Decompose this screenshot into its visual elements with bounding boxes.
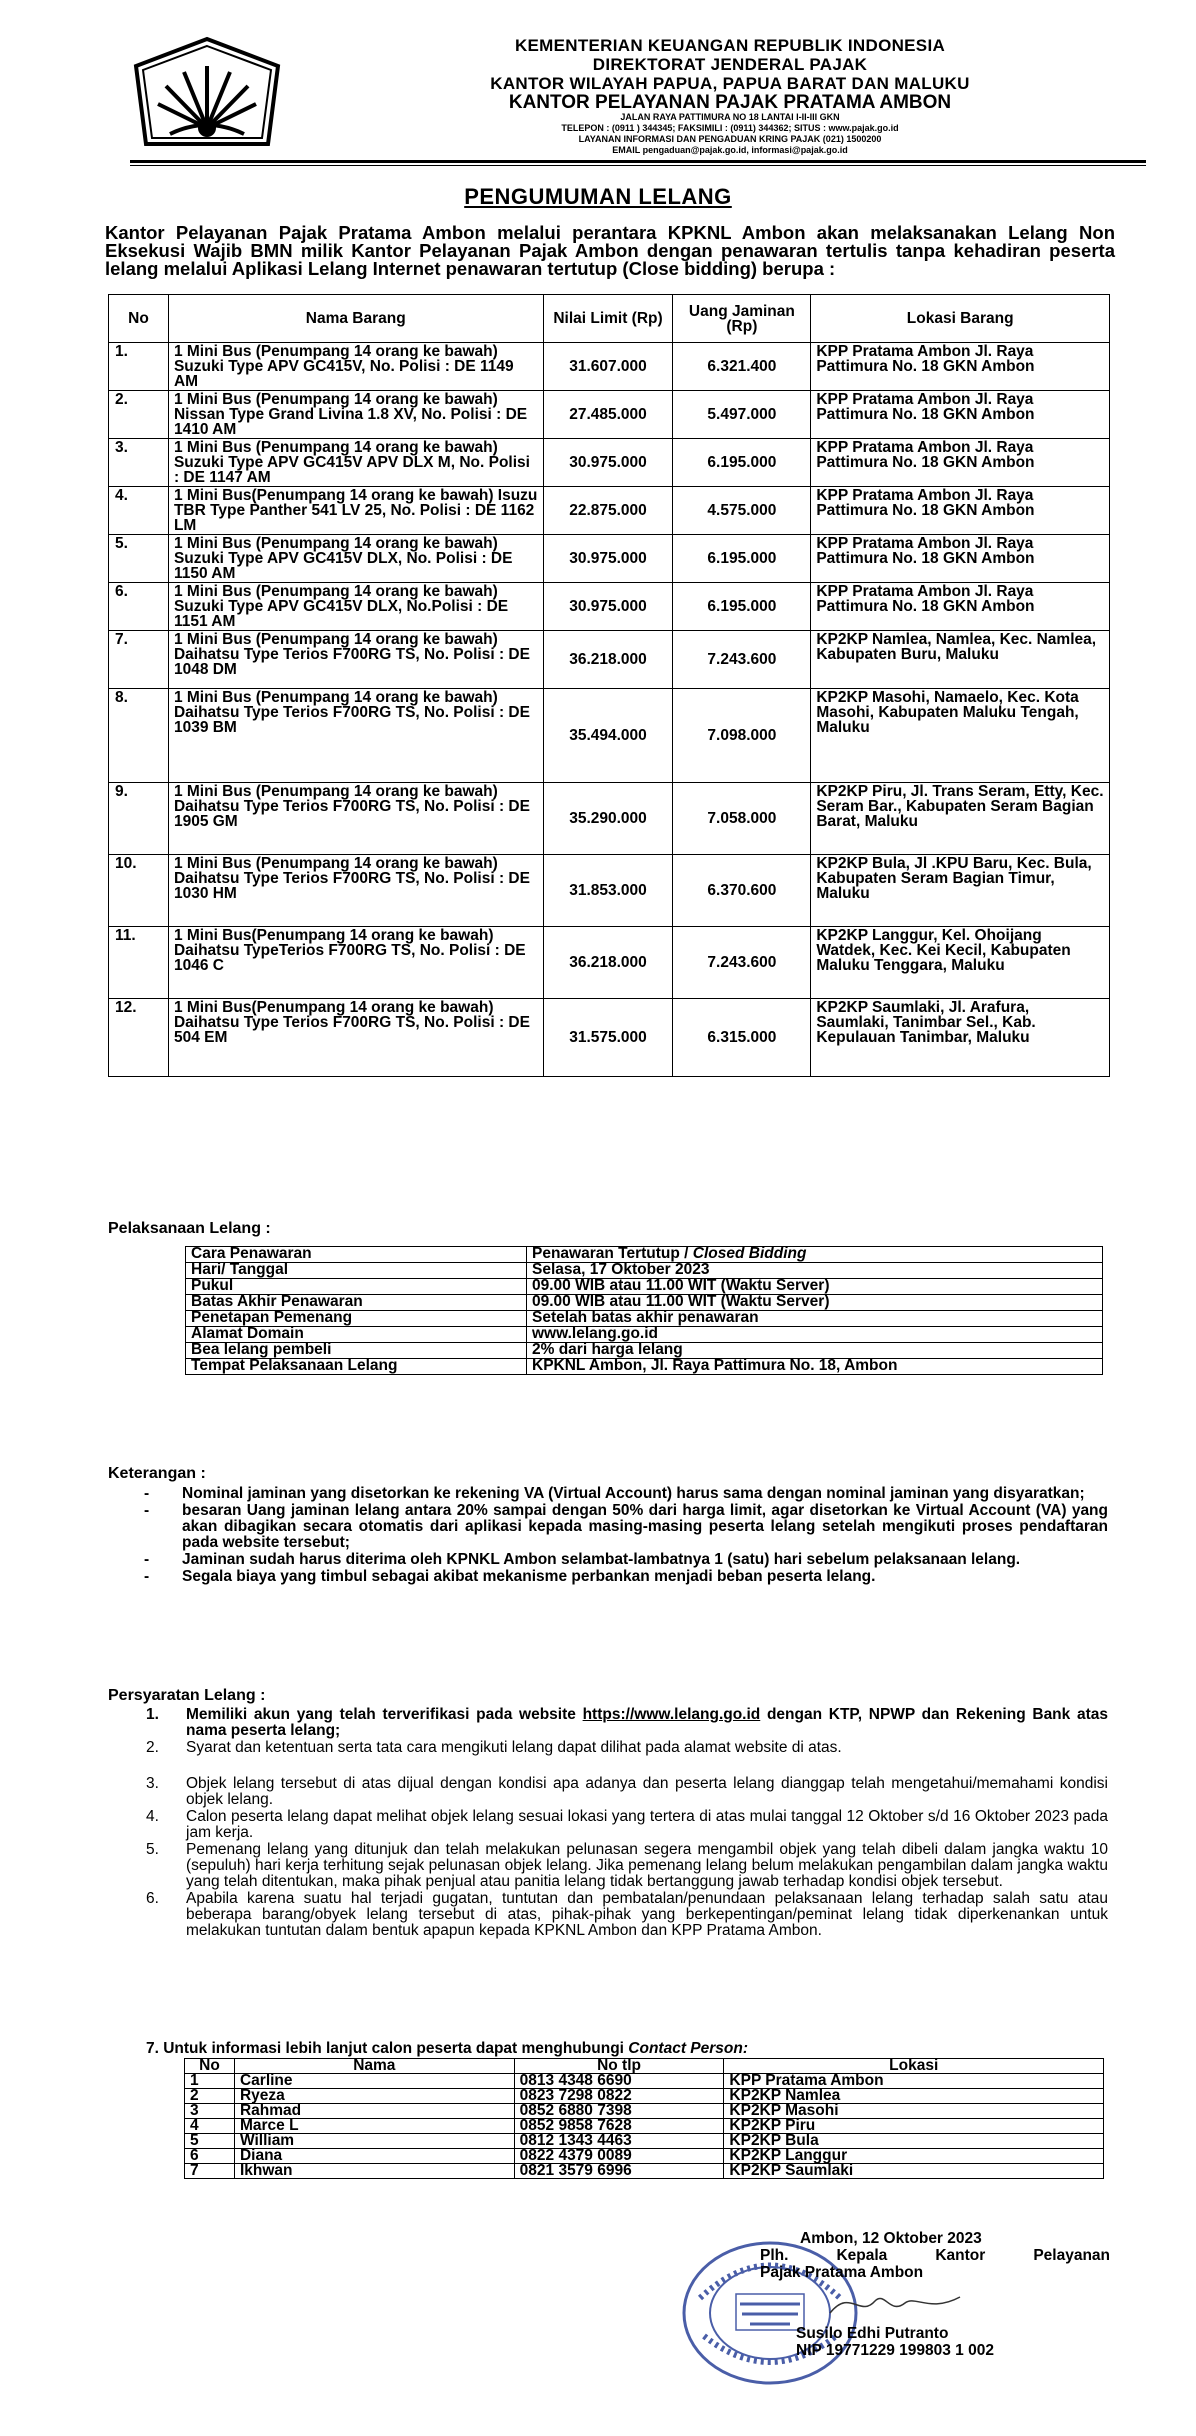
contact-no: 7 bbox=[185, 2164, 235, 2179]
keterangan-label: Keterangan : bbox=[108, 1465, 206, 1482]
item-no: 10. bbox=[109, 855, 169, 927]
item-jaminan: 6.315.000 bbox=[673, 999, 811, 1077]
item-limit: 31.575.000 bbox=[543, 999, 673, 1077]
item-location: KP2KP Namlea, Namlea, Kec. Namlea, Kabupaten Buru, Maluku bbox=[811, 631, 1110, 689]
pelaksanaan-key: Batas Akhir Penawaran bbox=[186, 1295, 527, 1311]
contact-location: KP2KP Masohi bbox=[724, 2104, 1104, 2119]
auction-items-table bbox=[108, 294, 1110, 1077]
pelaksanaan-value: 09.00 WIB atau 11.00 WIT (Waktu Server) bbox=[527, 1295, 1103, 1311]
col-header-uang-jaminan: Uang Jaminan (Rp) bbox=[673, 295, 811, 343]
regional-office-name: KANTOR WILAYAH PAPUA, PAPUA BARAT DAN MALUKU bbox=[490, 74, 970, 93]
contact-no: 4 bbox=[185, 2119, 235, 2134]
item-no: 8. bbox=[109, 689, 169, 783]
item-no: 4. bbox=[109, 487, 169, 535]
contact-row bbox=[185, 2089, 1104, 2104]
item-location: KPP Pratama Ambon Jl. Raya Pattimura No. 18 GKN Ambon bbox=[811, 535, 1110, 583]
item-limit: 35.290.000 bbox=[543, 783, 673, 855]
item-name: 1 Mini Bus (Penumpang 14 orang ke bawah) Daihatsu Type Terios F700RG TS, No. Polisi : DE 1905 GM bbox=[168, 783, 543, 855]
pelaksanaan-value: Selasa, 17 Oktober 2023 bbox=[527, 1263, 1103, 1279]
table-row bbox=[109, 927, 1110, 999]
table-row bbox=[109, 535, 1110, 583]
persyaratan-item: 3. Objek lelang tersebut di atas dijual dengan kondisi apa adanya dan peserta lelang dianggap telah mengetahui/memahami kondisi objek lelang. bbox=[146, 1775, 1108, 1808]
directorate-name: DIREKTORAT JENDERAL PAJAK bbox=[592, 55, 868, 74]
item-jaminan: 6.195.000 bbox=[673, 535, 811, 583]
item-location: KPP Pratama Ambon Jl. Raya Pattimura No. 18 GKN Ambon bbox=[811, 583, 1110, 631]
contact-col-no: No bbox=[185, 2059, 235, 2074]
office-phone: TELEPON : (0911 ) 344345; FAKSIMILI : (0911) 344362; SITUS : www.pajak.go.id bbox=[561, 123, 899, 133]
contact-col-lokasi: Lokasi bbox=[724, 2059, 1104, 2074]
item-no: 2. bbox=[109, 391, 169, 439]
item-no: 11. bbox=[109, 927, 169, 999]
contact-name: Rahmad bbox=[234, 2104, 514, 2119]
keterangan-section bbox=[108, 1466, 1108, 1586]
persyaratan-item: 4. Calon peserta lelang dapat melihat objek lelang sesuai lokasi yang tertera di atas mulai tanggal 12 Oktober s/d 16 Oktober 2023 pada jam kerja. bbox=[146, 1808, 1108, 1841]
pelaksanaan-row bbox=[186, 1327, 1103, 1343]
contact-name: Carline bbox=[234, 2074, 514, 2089]
item-limit: 31.853.000 bbox=[543, 855, 673, 927]
kemenkeu-logo-icon bbox=[132, 36, 282, 154]
item-no: 5. bbox=[109, 535, 169, 583]
item-name: 1 Mini Bus(Penumpang 14 orang ke bawah) Daihatsu TypeTerios F700RG TS, No. Polisi : DE 1046 C bbox=[168, 927, 543, 999]
persyaratan-label: Persyaratan Lelang : bbox=[108, 1687, 266, 1704]
pelaksanaan-row bbox=[186, 1247, 1103, 1263]
pelaksanaan-row bbox=[186, 1295, 1103, 1311]
pelaksanaan-value: Penawaran Tertutup / Closed Bidding bbox=[527, 1247, 1103, 1263]
item-jaminan: 6.321.400 bbox=[673, 343, 811, 391]
item-no: 12. bbox=[109, 999, 169, 1077]
pelaksanaan-row bbox=[186, 1279, 1103, 1295]
item-no: 6. bbox=[109, 583, 169, 631]
contact-location: KP2KP Saumlaki bbox=[724, 2164, 1104, 2179]
contact-location: KP2KP Namlea bbox=[724, 2089, 1104, 2104]
handwritten-signature-icon bbox=[820, 2283, 970, 2325]
keterangan-item: - Nominal jaminan yang disetorkan ke rekening VA (Virtual Account) harus sama dengan nominal jaminan yang disyaratkan; bbox=[108, 1486, 1108, 1502]
keterangan-item: - Segala biaya yang timbul sebagai akibat mekanisme perbankan menjadi beban peserta lelang. bbox=[108, 1569, 1108, 1585]
persyaratan-section bbox=[108, 1688, 1108, 1940]
contact-location: KP2KP Bula bbox=[724, 2134, 1104, 2149]
contact-name: Marce L bbox=[234, 2119, 514, 2134]
item-jaminan: 7.098.000 bbox=[673, 689, 811, 783]
persyaratan-item: 2. Syarat dan ketentuan serta tata cara mengikuti lelang dapat dilihat pada alamat website di atas. bbox=[146, 1739, 842, 1756]
contact-name: Ikhwan bbox=[234, 2164, 514, 2179]
pelaksanaan-value: KPKNL Ambon, Jl. Raya Pattimura No. 18, Ambon bbox=[527, 1359, 1103, 1375]
item-jaminan: 6.195.000 bbox=[673, 439, 811, 487]
table-row bbox=[109, 689, 1110, 783]
item-location: KP2KP Bula, Jl .KPU Baru, Kec. Bula, Kabupaten Seram Bagian Timur, Maluku bbox=[811, 855, 1110, 927]
contact-phone: 0813 4348 6690 bbox=[514, 2074, 724, 2089]
page-title: PENGUMUMAN LELANG bbox=[464, 184, 732, 209]
letterhead bbox=[300, 36, 1160, 156]
pelaksanaan-value: 09.00 WIB atau 11.00 WIT (Waktu Server) bbox=[527, 1279, 1103, 1295]
contact-location: KP2KP Piru bbox=[724, 2119, 1104, 2134]
lelang-website-link[interactable]: https://www.lelang.go.id bbox=[582, 1706, 761, 1723]
contact-col-tlp: No tlp bbox=[514, 2059, 724, 2074]
item-limit: 30.975.000 bbox=[543, 583, 673, 631]
pelaksanaan-row bbox=[186, 1343, 1103, 1359]
col-header-nilai-limit: Nilai Limit (Rp) bbox=[543, 295, 673, 343]
item-limit: 30.975.000 bbox=[543, 439, 673, 487]
keterangan-item: - Jaminan sudah harus diterima oleh KPNKL Ambon selambat-lambatnya 1 (satu) hari sebelum pelaksanaan lelang. bbox=[108, 1552, 1108, 1568]
contact-intro: 7. Untuk informasi lebih lanjut calon peserta dapat menghubungi Contact Person: bbox=[146, 2040, 748, 2057]
pelaksanaan-value: www.lelang.go.id bbox=[527, 1327, 1103, 1343]
item-no: 7. bbox=[109, 631, 169, 689]
item-name: 1 Mini Bus (Penumpang 14 orang ke bawah) Suzuki Type APV GC415V DLX, No. Polisi : DE 1150 AM bbox=[168, 535, 543, 583]
pelaksanaan-value: 2% dari harga lelang bbox=[527, 1343, 1103, 1359]
signature-block bbox=[760, 2230, 1110, 2359]
pelaksanaan-key: Tempat Pelaksanaan Lelang bbox=[186, 1359, 527, 1375]
table-row bbox=[109, 783, 1110, 855]
contact-row bbox=[185, 2134, 1104, 2149]
item-name: 1 Mini Bus (Penumpang 14 orang ke bawah) Daihatsu Type Terios F700RG TS, No. Polisi : DE 1039 BM bbox=[168, 689, 543, 783]
item-limit: 35.494.000 bbox=[543, 689, 673, 783]
item-no: 9. bbox=[109, 783, 169, 855]
item-location: KPP Pratama Ambon Jl. Raya Pattimura No. 18 GKN Ambon bbox=[811, 391, 1110, 439]
pelaksanaan-key: Hari/ Tanggal bbox=[186, 1263, 527, 1279]
office-email: EMAIL pengaduan@pajak.go.id, informasi@pajak.go.id bbox=[612, 145, 848, 155]
contact-row bbox=[185, 2164, 1104, 2179]
pelaksanaan-row bbox=[186, 1311, 1103, 1327]
table-row bbox=[109, 855, 1110, 927]
contact-no: 3 bbox=[185, 2104, 235, 2119]
contact-name: William bbox=[234, 2134, 514, 2149]
item-location: KPP Pratama Ambon Jl. Raya Pattimura No. 18 GKN Ambon bbox=[811, 487, 1110, 535]
contact-row bbox=[185, 2104, 1104, 2119]
persyaratan-item: 5. Pemenang lelang yang ditunjuk dan telah melakukan pelunasan segera mengambil objek yang telah dibeli dalam jangka waktu 10 (sepuluh) hari kerja terhitung sejak pelunasan objek lelang. Jika pemenang lelang belum melakukan pengambilan dalam jangka waktu yang telah ditentukan, maka pihak penjual atau panitia lelang tidak bertanggung jawab terhadap kondisi objek tersebut. bbox=[146, 1841, 1108, 1890]
item-name: 1 Mini Bus (Penumpang 14 orang ke bawah) Nissan Type Grand Livina 1.8 XV, No. Polisi : DE 1410 AM bbox=[168, 391, 543, 439]
contact-phone: 0852 6880 7398 bbox=[514, 2104, 724, 2119]
contact-no: 2 bbox=[185, 2089, 235, 2104]
table-row bbox=[109, 391, 1110, 439]
ministry-name: KEMENTERIAN KEUANGAN REPUBLIK INDONESIA bbox=[514, 36, 946, 55]
item-jaminan: 6.195.000 bbox=[673, 583, 811, 631]
contact-phone: 0821 3579 6996 bbox=[514, 2164, 724, 2179]
contact-row bbox=[185, 2149, 1104, 2164]
contact-no: 6 bbox=[185, 2149, 235, 2164]
table-row bbox=[109, 631, 1110, 689]
contact-no: 5 bbox=[185, 2134, 235, 2149]
signatory-name: Susilo Edhi Putranto bbox=[796, 2325, 949, 2342]
header-divider-thin bbox=[130, 165, 1146, 166]
pelaksanaan-table bbox=[185, 1246, 1103, 1375]
item-name: 1 Mini Bus (Penumpang 14 orang ke bawah) Suzuki Type APV GC415V, No. Polisi : DE 1149 AM bbox=[168, 343, 543, 391]
pelaksanaan-key: Pukul bbox=[186, 1279, 527, 1295]
contact-no: 1 bbox=[185, 2074, 235, 2089]
col-header-no: No bbox=[109, 295, 169, 343]
item-location: KPP Pratama Ambon Jl. Raya Pattimura No. 18 GKN Ambon bbox=[811, 439, 1110, 487]
intro-paragraph: Kantor Pelayanan Pajak Pratama Ambon melalui perantara KPKNL Ambon akan melaksanakan Lelang Non Eksekusi Wajib BMN milik Kantor Pelayanan Pajak Ambon dengan penawaran tertulis tanpa kehadiran peserta lelang melalui Aplikasi Lelang Internet penawaran tertutup (Close bidding) berupa : bbox=[105, 222, 1115, 279]
item-jaminan: 7.058.000 bbox=[673, 783, 811, 855]
table-row bbox=[109, 487, 1110, 535]
item-name: 1 Mini Bus (Penumpang 14 orang ke bawah) Suzuki Type APV GC415V DLX, No.Polisi : DE 1151 AM bbox=[168, 583, 543, 631]
item-no: 3. bbox=[109, 439, 169, 487]
item-location: KP2KP Masohi, Namaelo, Kec. Kota Masohi, Kabupaten Maluku Tengah, Maluku bbox=[811, 689, 1110, 783]
signature-role: Plh. Kepala Kantor Pelayanan bbox=[760, 2247, 1110, 2264]
item-jaminan: 6.370.600 bbox=[673, 855, 811, 927]
item-location: KP2KP Saumlaki, Jl. Arafura, Saumlaki, Tanimbar Sel., Kab. Kepulauan Tanimbar, Maluku bbox=[811, 999, 1110, 1077]
table-row bbox=[109, 343, 1110, 391]
signature-place-date: Ambon, 12 Oktober 2023 bbox=[800, 2230, 982, 2247]
signature-role-office: Pajak Pratama Ambon bbox=[760, 2264, 924, 2281]
contact-phone: 0822 4379 0089 bbox=[514, 2149, 724, 2164]
item-limit: 31.607.000 bbox=[543, 343, 673, 391]
col-header-nama-barang: Nama Barang bbox=[168, 295, 543, 343]
item-location: KP2KP Langgur, Kel. Ohoijang Watdek, Kec. Kei Kecil, Kabupaten Maluku Tenggara, Maluku bbox=[811, 927, 1110, 999]
item-location: KPP Pratama Ambon Jl. Raya Pattimura No. 18 GKN Ambon bbox=[811, 343, 1110, 391]
contact-col-nama: Nama bbox=[234, 2059, 514, 2074]
pelaksanaan-key: Alamat Domain bbox=[186, 1327, 527, 1343]
contact-location: KPP Pratama Ambon bbox=[724, 2074, 1104, 2089]
item-limit: 36.218.000 bbox=[543, 927, 673, 999]
item-jaminan: 7.243.600 bbox=[673, 927, 811, 999]
office-service-line: LAYANAN INFORMASI DAN PENGADUAN KRING PAJAK (021) 1500200 bbox=[578, 134, 882, 144]
item-jaminan: 7.243.600 bbox=[673, 631, 811, 689]
contact-phone: 0812 1343 4463 bbox=[514, 2134, 724, 2149]
item-name: 1 Mini Bus (Penumpang 14 orang ke bawah) Suzuki Type APV GC415V APV DLX M, No. Polisi : DE 1147 AM bbox=[168, 439, 543, 487]
pelaksanaan-row bbox=[186, 1263, 1103, 1279]
item-jaminan: 5.497.000 bbox=[673, 391, 811, 439]
pelaksanaan-key: Cara Penawaran bbox=[186, 1247, 527, 1263]
persyaratan-item: 1. Memiliki akun yang telah terverifikasi pada website https://www.lelang.go.id dengan KTP, NPWP dan Rekening Bank atas nama peserta lelang; bbox=[146, 1706, 1108, 1739]
keterangan-item: - besaran Uang jaminan lelang antara 20% sampai dengan 50% dari harga limit, agar disetorkan ke Virtual Account (VA) yang akan dibagikan secara otomatis dari aplikasi kepada masing-masing peserta lelang setelah mengikuti proses pendaftaran pada website tersebut; bbox=[108, 1503, 1108, 1551]
item-limit: 27.485.000 bbox=[543, 391, 673, 439]
contact-row bbox=[185, 2119, 1104, 2134]
item-name: 1 Mini Bus (Penumpang 14 orang ke bawah) Daihatsu Type Terios F700RG TS, No. Polisi : DE 1048 DM bbox=[168, 631, 543, 689]
item-limit: 22.875.000 bbox=[543, 487, 673, 535]
item-name: 1 Mini Bus (Penumpang 14 orang ke bawah) Daihatsu Type Terios F700RG TS, No. Polisi : DE 1030 HM bbox=[168, 855, 543, 927]
item-limit: 30.975.000 bbox=[543, 535, 673, 583]
table-row bbox=[109, 999, 1110, 1077]
item-limit: 36.218.000 bbox=[543, 631, 673, 689]
col-header-lokasi: Lokasi Barang bbox=[811, 295, 1110, 343]
pelaksanaan-value: Setelah batas akhir penawaran bbox=[527, 1311, 1103, 1327]
item-location: KP2KP Piru, Jl. Trans Seram, Etty, Kec. Seram Bar., Kabupaten Seram Bagian Barat, Maluku bbox=[811, 783, 1110, 855]
header-divider bbox=[130, 160, 1146, 163]
contact-location: KP2KP Langgur bbox=[724, 2149, 1104, 2164]
contact-name: Diana bbox=[234, 2149, 514, 2164]
office-address: JALAN RAYA PATTIMURA NO 18 LANTAI I-II-III GKN bbox=[620, 112, 840, 122]
keterangan-list bbox=[108, 1486, 1108, 1585]
contact-table bbox=[184, 2058, 1104, 2179]
table-row bbox=[109, 439, 1110, 487]
item-name: 1 Mini Bus(Penumpang 14 orang ke bawah) Daihatsu Type Terios F700RG TS, No. Polisi : DE 504 EM bbox=[168, 999, 543, 1077]
persyaratan-item: 6. Apabila karena suatu hal terjadi gugatan, tuntutan dan pembatalan/penundaan pelaksanaan lelang terhadap salah satu atau beberapa barang/obyek lelang tersebut di atas, pihak-pihak yang berkepentingan/peminat lelang tidak diperkenankan untuk melakukan tuntutan dalam bentuk apapun kepada KPKNL Ambon dan KPP Pratama Ambon. bbox=[146, 1890, 1108, 1939]
contact-phone: 0852 9858 7628 bbox=[514, 2119, 724, 2134]
item-name: 1 Mini Bus(Penumpang 14 orang ke bawah) Isuzu TBR Type Panther 541 LV 25, No. Polisi : DE 1162 LM bbox=[168, 487, 543, 535]
contact-row bbox=[185, 2074, 1104, 2089]
pelaksanaan-label: Pelaksanaan Lelang : bbox=[108, 1220, 271, 1237]
office-name: KANTOR PELAYANAN PAJAK PRATAMA AMBON bbox=[508, 92, 952, 113]
table-row bbox=[109, 583, 1110, 631]
signatory-nip: NIP 19771229 199803 1 002 bbox=[796, 2342, 994, 2359]
contact-phone: 0823 7298 0822 bbox=[514, 2089, 724, 2104]
item-jaminan: 4.575.000 bbox=[673, 487, 811, 535]
pelaksanaan-key: Penetapan Pemenang bbox=[186, 1311, 527, 1327]
contact-name: Ryeza bbox=[234, 2089, 514, 2104]
pelaksanaan-key: Bea lelang pembeli bbox=[186, 1343, 527, 1359]
item-no: 1. bbox=[109, 343, 169, 391]
pelaksanaan-row bbox=[186, 1359, 1103, 1375]
